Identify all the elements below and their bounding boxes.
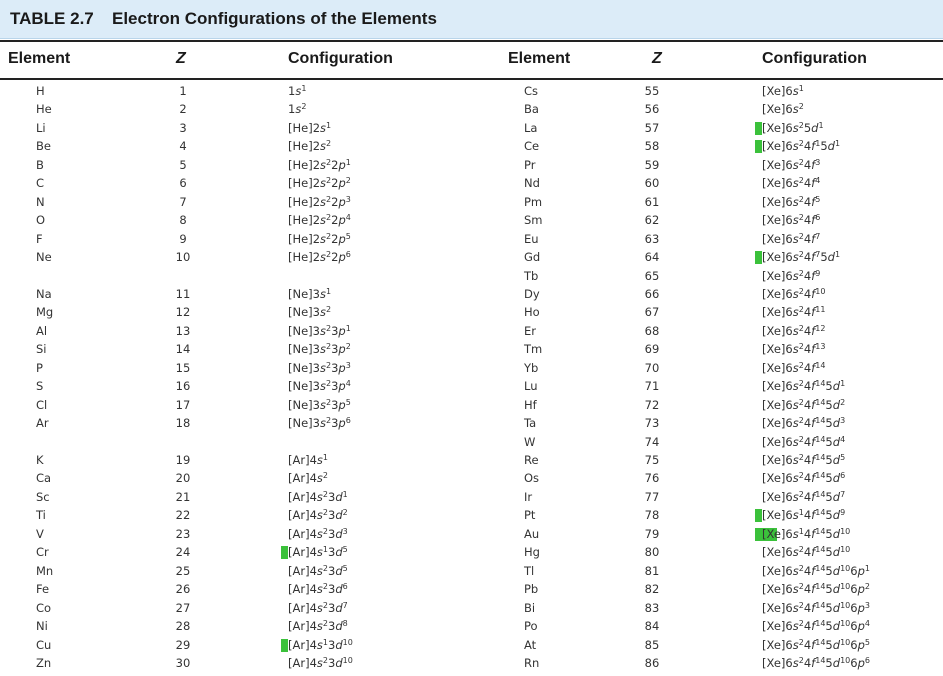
element-symbol: Ti <box>36 508 46 523</box>
electron-configuration: $[Xe]6s^24f^3$ <box>762 157 821 172</box>
atomic-number: 80 <box>644 545 660 560</box>
element-symbol: Cl <box>36 397 48 412</box>
highlight-mark <box>755 251 762 264</box>
element-symbol: Ho <box>524 305 540 320</box>
table-row <box>0 230 943 248</box>
element-symbol: Cs <box>524 84 539 98</box>
table-row <box>0 488 943 506</box>
table-number: TABLE 2.7 <box>10 9 94 28</box>
table-row <box>0 562 943 580</box>
element-symbol: Tm <box>524 342 543 357</box>
element-symbol: B <box>36 157 44 172</box>
element-symbol: P <box>36 360 43 375</box>
atomic-number: 27 <box>175 600 191 615</box>
atomic-number: 85 <box>644 637 660 652</box>
electron-configuration: $[Xe]6s^24f^9$ <box>762 268 821 283</box>
element-symbol: Rn <box>524 655 540 670</box>
element-symbol: Os <box>524 471 540 486</box>
table-row <box>0 174 943 192</box>
element-symbol: Cu <box>36 637 52 652</box>
element-symbol: Ce <box>524 139 540 154</box>
element-symbol: Eu <box>524 231 539 246</box>
element-symbol: Mg <box>36 305 54 320</box>
element-symbol: Tl <box>524 563 535 578</box>
element-symbol: Si <box>36 342 47 357</box>
element-symbol: Ir <box>524 489 533 504</box>
element-symbol: Mn <box>36 563 54 578</box>
table-row <box>0 211 943 229</box>
atomic-number: 24 <box>175 545 191 560</box>
electron-configuration: $[Xe]6s^14f^{14}5d^9$ <box>762 508 846 523</box>
atomic-number: 13 <box>175 323 191 338</box>
electron-configuration: $[Xe]6s^24f^{14}5d^{10}6p^4$ <box>762 619 870 634</box>
atomic-number: 69 <box>644 342 660 357</box>
electron-configuration: $[Xe]6s^24f^{13}$ <box>762 342 826 357</box>
atomic-number: 55 <box>644 84 660 98</box>
element-symbol: W <box>524 434 536 449</box>
electron-configuration: $[Ar]4s^23d^{10}$ <box>288 655 353 670</box>
element-symbol: At <box>524 637 537 652</box>
table-row <box>0 303 943 321</box>
atomic-number: 15 <box>175 360 191 375</box>
table-header <box>0 40 943 80</box>
atomic-number: 59 <box>644 157 660 172</box>
electron-configuration: $[Xe]6s^24f^{14}5d^{10}6p^6$ <box>762 655 870 670</box>
highlight-mark <box>755 140 762 153</box>
element-symbol: Hf <box>524 397 537 412</box>
table-row <box>0 396 943 414</box>
element-symbol: Pb <box>524 582 539 597</box>
element-symbol: Pt <box>524 508 536 523</box>
element-symbol: Ne <box>36 250 52 265</box>
element-symbol: O <box>36 213 46 228</box>
element-symbol: Co <box>36 600 52 615</box>
electron-configuration: $[Ar]4s^1$ <box>288 453 328 467</box>
electron-configuration: $1s^2$ <box>288 102 307 117</box>
element-symbol: V <box>36 526 44 541</box>
table-row <box>0 599 943 617</box>
electron-configuration: $[Xe]6s^24f^{14}5d^{10}6p^2$ <box>762 582 870 597</box>
element-symbol: Pr <box>524 157 536 172</box>
table-row <box>0 543 943 561</box>
atomic-number: 11 <box>175 286 191 301</box>
atomic-number: 84 <box>644 619 660 634</box>
atomic-number: 71 <box>644 379 660 394</box>
electron-configuration: $[Xe]6s^24f^4$ <box>762 176 821 191</box>
electron-configuration: $[Ne]3s^1$ <box>288 286 332 301</box>
atomic-number: 83 <box>644 600 660 615</box>
electron-configuration: $[Xe]6s^24f^5$ <box>762 194 821 209</box>
atomic-number: 2 <box>179 102 187 117</box>
table-row <box>0 193 943 211</box>
element-symbol: Pm <box>524 194 543 209</box>
table-row <box>0 654 943 672</box>
electron-configuration: $[Xe]6s^24f^{14}5d^1$ <box>762 379 846 394</box>
header-configuration-left: Configuration <box>288 50 393 67</box>
atomic-number: 6 <box>179 176 187 191</box>
element-symbol: Al <box>36 323 48 338</box>
element-symbol: Bi <box>524 600 536 615</box>
header-configuration-right: Configuration <box>762 50 867 67</box>
atomic-number: 86 <box>644 655 660 670</box>
table-row <box>0 580 943 598</box>
element-symbol: Sc <box>36 489 50 504</box>
atomic-number: 23 <box>175 526 191 541</box>
table-row <box>0 451 943 469</box>
atomic-number: 67 <box>644 305 660 320</box>
atomic-number: 8 <box>179 213 187 228</box>
atomic-number: 17 <box>175 397 191 412</box>
element-symbol: Re <box>524 453 539 467</box>
electron-configuration: $[Xe]6s^24f^{14}5d^3$ <box>762 416 846 431</box>
electron-configuration: $[He]2s^22p^5$ <box>288 231 351 246</box>
electron-configuration: $[Ar]4s^13d^{10}$ <box>288 637 353 652</box>
electron-configuration: $[Xe]6s^24f^15d^1$ <box>762 139 841 154</box>
table-row <box>0 636 943 654</box>
atomic-number: 26 <box>175 582 191 597</box>
electron-configuration: $[Xe]6s^24f^{14}5d^{10}6p^5$ <box>762 637 870 652</box>
element-symbol: Fe <box>36 582 50 597</box>
electron-configuration: $[Ne]3s^23p^1$ <box>288 323 351 338</box>
element-symbol: Dy <box>524 286 540 301</box>
electron-configuration: $[Xe]6s^24f^{11}$ <box>762 305 826 320</box>
table-row <box>0 119 943 137</box>
element-symbol: C <box>36 176 45 191</box>
atomic-number: 28 <box>175 619 191 634</box>
element-symbol: Po <box>524 619 538 634</box>
electron-configuration: $[Xe]6s^24f^{14}5d^5$ <box>762 453 846 467</box>
element-symbol: Yb <box>524 360 539 375</box>
electron-configuration: $[Xe]6s^2$ <box>762 102 804 117</box>
atomic-number: 19 <box>175 453 191 467</box>
atomic-number: 78 <box>644 508 660 523</box>
electron-configuration: $[Xe]6s^24f^{14}5d^{10}6p^1$ <box>762 563 870 578</box>
atomic-number: 82 <box>644 582 660 597</box>
atomic-number: 10 <box>175 250 191 265</box>
electron-configuration: $[Ne]3s^23p^5$ <box>288 397 351 412</box>
electron-configuration: $[He]2s^22p^4$ <box>288 213 351 228</box>
electron-configuration: $[Ar]4s^23d^1$ <box>288 489 348 504</box>
element-symbol: Gd <box>524 250 541 265</box>
atomic-number: 9 <box>179 231 187 246</box>
highlight-mark <box>755 122 762 135</box>
atomic-number: 12 <box>175 305 191 320</box>
element-symbol: Zn <box>36 655 52 670</box>
atomic-number: 4 <box>179 139 187 154</box>
atomic-number: 16 <box>175 379 191 394</box>
table-row <box>0 377 943 395</box>
electron-configuration: $[Ar]4s^23d^5$ <box>288 563 348 578</box>
atomic-number: 73 <box>644 416 660 431</box>
atomic-number: 72 <box>644 397 660 412</box>
table-row <box>0 617 943 635</box>
header-element-right: Element <box>508 50 571 67</box>
element-symbol: Be <box>36 139 51 154</box>
table-row <box>0 340 943 358</box>
atomic-number: 70 <box>644 360 660 375</box>
element-symbol: Tb <box>524 268 539 283</box>
table-title: Electron Configurations of the Elements <box>112 9 437 28</box>
electron-configuration: $[He]2s^22p^3$ <box>288 194 351 209</box>
atomic-number: 1 <box>179 84 187 98</box>
electron-configuration: $1s^1$ <box>288 84 307 98</box>
electron-configuration: $[Xe]6s^24f^75d^1$ <box>762 250 841 265</box>
electron-configuration: $[Ne]3s^2$ <box>288 305 332 320</box>
element-symbol: Er <box>524 323 536 338</box>
table-row <box>0 506 943 524</box>
table-row <box>0 322 943 340</box>
electron-configuration: $[Ne]3s^23p^3$ <box>288 360 351 375</box>
table-row <box>0 285 943 303</box>
electron-configuration: $[Xe]6s^24f^{14}5d^{10}$ <box>762 545 851 560</box>
atomic-number: 63 <box>644 231 660 246</box>
table-row <box>0 137 943 155</box>
electron-configuration: $[Ar]4s^23d^8$ <box>288 619 348 634</box>
table-row <box>0 469 943 487</box>
electron-configuration: $[Ar]4s^23d^7$ <box>288 600 348 615</box>
highlight-mark <box>755 509 762 522</box>
element-symbol: H <box>36 84 45 98</box>
electron-configuration: $[Xe]6s^24f^{14}5d^7$ <box>762 489 846 504</box>
electron-configuration: $[Xe]6s^24f^{14}5d^2$ <box>762 397 846 412</box>
atomic-number: 58 <box>644 139 660 154</box>
element-symbol: N <box>36 194 45 209</box>
table-row <box>0 248 943 266</box>
table-row <box>0 156 943 174</box>
header-z-right: Z <box>652 50 662 67</box>
electron-configuration: $[Xe]6s^24f^7$ <box>762 231 821 246</box>
atomic-number: 60 <box>644 176 660 191</box>
element-symbol: Ni <box>36 619 48 634</box>
atomic-number: 74 <box>644 434 660 449</box>
electron-configuration: $[Ar]4s^23d^6$ <box>288 582 348 597</box>
table-row <box>0 100 943 118</box>
header-element-left: Element <box>8 50 71 67</box>
table-title-bar <box>0 0 943 39</box>
element-symbol: Cr <box>36 545 49 560</box>
element-symbol: Sm <box>524 213 543 228</box>
electron-configuration: $[He]2s^1$ <box>288 120 332 135</box>
atomic-number: 81 <box>644 563 660 578</box>
table-row <box>0 414 943 432</box>
element-symbol: Lu <box>524 379 538 394</box>
atomic-number: 62 <box>644 213 660 228</box>
electron-configuration: $[Ar]4s^23d^3$ <box>288 526 348 541</box>
table-row <box>0 82 943 100</box>
electron-configuration: $[Xe]6s^24f^6$ <box>762 213 821 228</box>
element-symbol: S <box>36 379 44 394</box>
electron-configuration: $[Xe]6s^24f^{12}$ <box>762 323 826 338</box>
atomic-number: 65 <box>644 268 660 283</box>
electron-configuration: $[He]2s^22p^2$ <box>288 176 351 191</box>
element-symbol: F <box>36 231 43 246</box>
electron-configuration: $[He]2s^2$ <box>288 139 332 154</box>
electron-configuration: $[Xe]6s^24f^{14}5d^4$ <box>762 434 846 449</box>
electron-configuration: $[Ar]4s^23d^2$ <box>288 508 348 523</box>
atomic-number: 68 <box>644 323 660 338</box>
atomic-number: 30 <box>175 655 191 670</box>
element-symbol: Ba <box>524 102 539 117</box>
electron-configuration: $[Ne]3s^23p^2$ <box>288 342 351 357</box>
electron-configuration: $[Ar]4s^13d^5$ <box>288 545 348 560</box>
atomic-number: 20 <box>175 471 191 486</box>
electron-configuration: $[He]2s^22p^6$ <box>288 250 351 265</box>
atomic-number: 79 <box>644 526 660 541</box>
element-symbol: La <box>524 120 538 135</box>
element-symbol: He <box>36 102 52 117</box>
element-symbol: Ar <box>36 416 49 431</box>
atomic-number: 76 <box>644 471 660 486</box>
element-symbol: Ta <box>524 416 537 431</box>
element-symbol: Li <box>36 120 46 135</box>
table-row <box>0 525 943 543</box>
atomic-number: 56 <box>644 102 660 117</box>
atomic-number: 3 <box>179 120 187 135</box>
element-symbol: Ca <box>36 471 52 486</box>
atomic-number: 18 <box>175 416 191 431</box>
electron-configuration: $[Ne]3s^23p^4$ <box>288 379 351 394</box>
element-symbol: Hg <box>524 545 540 560</box>
electron-configuration: $[Xe]6s^1$ <box>762 84 804 98</box>
atomic-number: 57 <box>644 120 660 135</box>
atomic-number: 75 <box>644 453 660 467</box>
electron-configuration: $[Ar]4s^2$ <box>288 471 328 486</box>
atomic-number: 22 <box>175 508 191 523</box>
electron-configuration: $[Xe]6s^24f^{14}$ <box>762 360 826 375</box>
table-row <box>0 359 943 377</box>
electron-configuration: $[He]2s^22p^1$ <box>288 157 351 172</box>
element-symbol: Na <box>36 286 52 301</box>
header-z-left: Z <box>176 50 186 67</box>
electron-configuration: $[Xe]6s^14f^{14}5d^{10}$ <box>762 526 851 541</box>
element-symbol: K <box>36 453 44 467</box>
atomic-number: 25 <box>175 563 191 578</box>
atomic-number: 64 <box>644 250 660 265</box>
atomic-number: 66 <box>644 286 660 301</box>
atomic-number: 21 <box>175 489 191 504</box>
electron-configuration: $[Ne]3s^23p^6$ <box>288 416 351 431</box>
electron-configuration: $[Xe]6s^24f^{10}$ <box>762 286 826 301</box>
table-row <box>0 267 943 285</box>
table-row <box>0 433 943 451</box>
atomic-number: 29 <box>175 637 191 652</box>
electron-configuration: $[Xe]6s^24f^{14}5d^6$ <box>762 471 846 486</box>
electron-configuration: $[Xe]6s^25d^1$ <box>762 120 824 135</box>
electron-configuration: $[Xe]6s^24f^{14}5d^{10}6p^3$ <box>762 600 870 615</box>
element-symbol: Au <box>524 526 540 541</box>
atomic-number: 14 <box>175 342 191 357</box>
atomic-number: 7 <box>179 194 187 209</box>
element-symbol: Nd <box>524 176 540 191</box>
atomic-number: 77 <box>644 489 660 504</box>
atomic-number: 5 <box>179 157 187 172</box>
atomic-number: 61 <box>644 194 660 209</box>
